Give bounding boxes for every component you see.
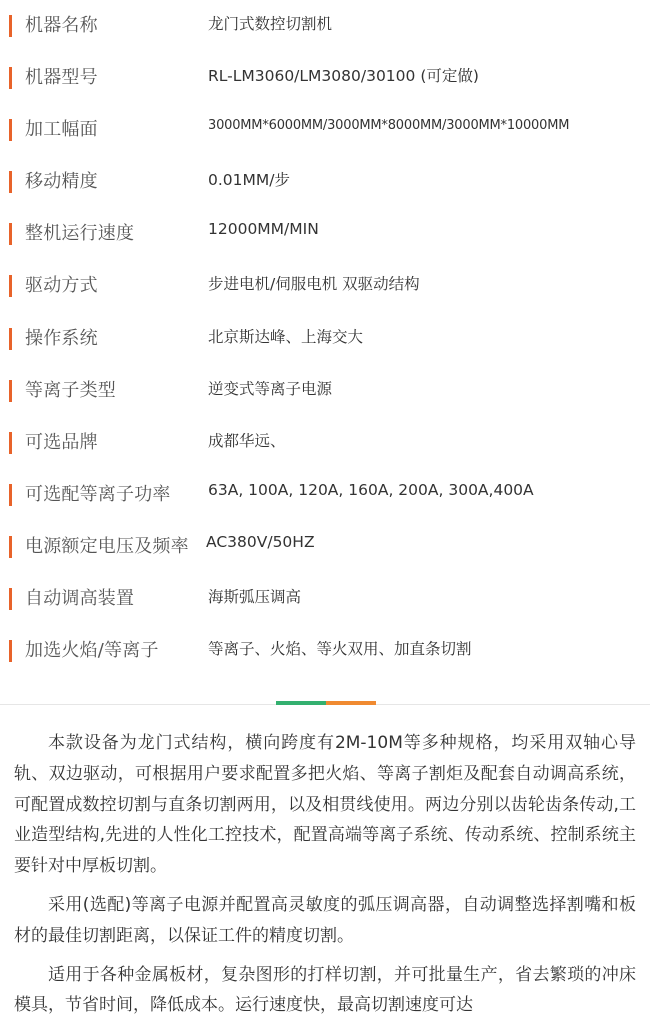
description-paragraph: 本款设备为龙门式结构，横向跨度有2M-10M等多种规格，均采用双轴心导轨、双边驱动，可根据用户要求配置多把火焰、等离子割炬及配套自动调高系统，可配置成数控切割与直条切割两用，以及相贯线使用。两边分别以齿轮齿条传动,工业造型结构,先进的人性化工控技术，配置高端等离子系统、传动系统、控制系统主要针对中厚板切割。 — [14, 733, 636, 877]
accent-bar — [9, 275, 12, 297]
spec-label: 加选火焰/等离子 — [25, 640, 159, 662]
spec-label: 驱动方式 — [25, 275, 98, 297]
accent-bar — [9, 15, 12, 37]
spec-row-speed — [0, 208, 650, 260]
spec-row-machine-name — [0, 0, 650, 52]
spec-label: 可选配等离子功率 — [25, 483, 171, 505]
accent-bar — [9, 67, 12, 89]
accent-bar — [9, 380, 12, 402]
spec-row-plasma-power — [0, 469, 650, 521]
spec-value: 等离子、火焰、等火双用、加直条切割 — [208, 640, 472, 659]
spec-row-drive — [0, 260, 650, 312]
spec-row-os — [0, 313, 650, 365]
spec-value: RL-LM3060/LM3080/30100 (可定做) — [208, 67, 479, 86]
spec-row-precision — [0, 156, 650, 208]
spec-row-work-area — [0, 104, 650, 156]
divider-accent-green — [276, 701, 326, 705]
spec-label: 操作系统 — [25, 327, 98, 349]
spec-label: 移动精度 — [25, 171, 98, 193]
accent-bar — [9, 328, 12, 350]
spec-row-optional-torch — [0, 625, 650, 677]
spec-label: 机器型号 — [25, 67, 98, 89]
accent-bar — [9, 223, 12, 245]
spec-value: 0.01MM/步 — [208, 171, 290, 190]
accent-bar — [9, 171, 12, 193]
spec-row-machine-model — [0, 52, 650, 104]
accent-bar — [9, 119, 12, 141]
spec-row-height-control — [0, 573, 650, 625]
spec-label: 电源额定电压及频率 — [25, 535, 189, 557]
accent-bar — [9, 432, 12, 454]
spec-label: 等离子类型 — [25, 379, 116, 401]
accent-bar — [9, 588, 12, 610]
spec-value: 北京斯达峰、上海交大 — [208, 327, 364, 346]
spec-value: 成都华远、 — [208, 431, 286, 450]
spec-value: AC380V/50HZ — [206, 532, 315, 551]
description-paragraph: 适用于各种金属板材，复杂图形的打样切割，并可批量生产，省去繁琐的冲床模具，节省时间，降低成本。运行速度快，最高切割速度可达 — [14, 964, 636, 1016]
product-description — [14, 728, 636, 1029]
spec-value: 12000MM/MIN — [208, 220, 319, 239]
spec-label: 加工幅面 — [25, 119, 98, 141]
divider-accent-orange — [326, 701, 376, 705]
spec-row-plasma-type — [0, 365, 650, 417]
spec-row-brand — [0, 417, 650, 469]
description-paragraph: 采用(选配)等离子电源并配置高灵敏度的弧压调高器，自动调整选择割嘴和板材的最佳切割距离，以保证工件的精度切割。 — [14, 894, 636, 946]
accent-bar — [9, 640, 12, 662]
spec-label: 机器名称 — [25, 15, 98, 36]
spec-label: 自动调高装置 — [25, 588, 135, 610]
section-divider — [0, 699, 650, 709]
spec-value: 逆变式等离子电源 — [208, 379, 333, 398]
spec-label: 整机运行速度 — [25, 223, 135, 245]
spec-label: 可选品牌 — [25, 431, 98, 453]
spec-value: 步进电机/伺服电机 双驱动结构 — [208, 275, 420, 294]
accent-bar — [9, 536, 12, 558]
spec-value: 龙门式数控切割机 — [208, 15, 333, 33]
accent-bar — [9, 484, 12, 506]
spec-row-voltage — [0, 521, 650, 573]
spec-value: 3000MM*6000MM/3000MM*8000MM/3000MM*10000MM — [208, 118, 570, 134]
spec-value: 63A, 100A, 120A, 160A, 200A, 300A,400A — [208, 480, 534, 499]
spec-value: 海斯弧压调高 — [208, 588, 302, 607]
